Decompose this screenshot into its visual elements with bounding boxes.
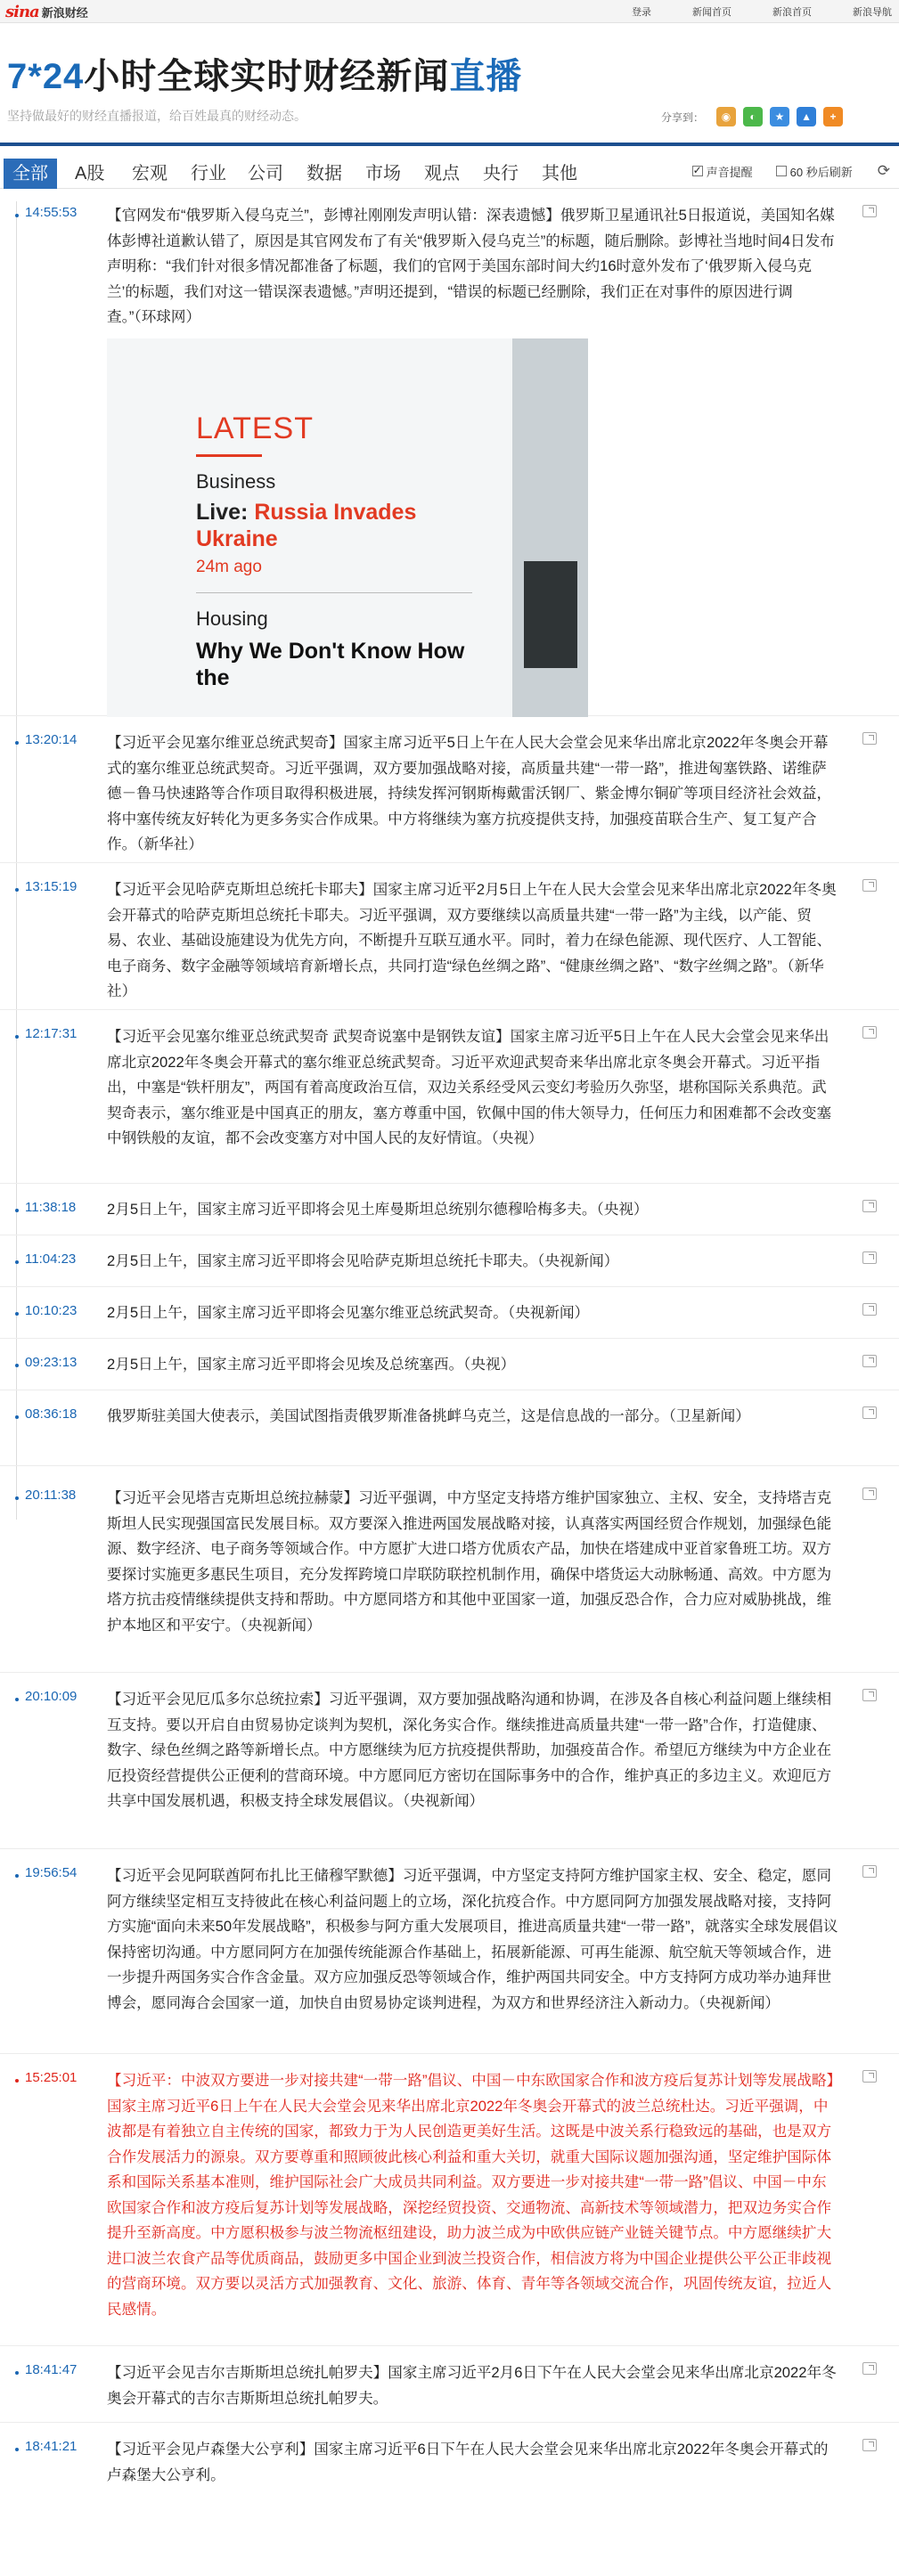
sina-logo-mark: sina	[5, 2, 39, 21]
more-share-icon[interactable]: +	[823, 107, 843, 126]
news-time: 18:41:21	[25, 2439, 78, 2454]
news-time: 11:38:18	[25, 1200, 77, 1215]
sina-home-link[interactable]: 新浪首页	[772, 7, 812, 18]
news-time: 18:41:47	[25, 2362, 78, 2377]
share-item-icon[interactable]	[862, 732, 877, 745]
category-tabs	[0, 143, 899, 189]
share-item-icon[interactable]	[862, 2070, 877, 2083]
title-prefix: 7*24	[7, 57, 85, 96]
tab-a-shares[interactable]: A股	[75, 164, 105, 183]
image-live-prefix: Live:	[196, 500, 249, 525]
news-text: 2月5日上午，国家主席习近平即将会见哈萨克斯坦总统托卡耶夫。（央视新闻）	[107, 1252, 619, 1269]
news-item	[0, 2346, 899, 2423]
auto-refresh-label: 60 秒后刷新	[789, 165, 853, 179]
news-text: 【习近平：中波双方要进一步对接共建“一带一路”倡议、中国－中东欧国家合作和波方疫后复苏计划等发展战略】国家主席习近平6日上午在人民大会堂会见来华出席北京2022年冬奥会开幕式的波兰总统杜达。习近平强调，中波都是有着独立自主传统的国家，都致力于为人民创造更美好生活。这既是中波关系行稳致远的基础，也是双方合作发展活力的源泉。双方要尊重和照顾彼此核心利益和重大关切，就重大国际议题加强沟通，坚定维护国际体系和国际关系基本准则，维护国际社会广大成员共同利益。双方要进一步对接共建“一带一路”倡议、中国－中东欧国家合作和波方疫后复苏计划等发展战略，深挖经贸投资、交通物流、高新技术等领域潜力，把双边务实合作提升至新高度。中方愿积极参与波兰物流枢纽建设，助力波兰成为中欧供应链产业链关键节点。中方愿继续扩大进口波兰农食产品等优质商品，鼓励更多中国企业到波兰投资合作，相信波方将为中国企业提供公平公正非歧视的营商环境。双方要以灵活方式加强教育、文化、旅游、体育、青年等各领域交流合作，巩固传统友谊，拉近人民感情。	[107, 2072, 834, 2318]
news-time: 09:23:13	[25, 1355, 78, 1370]
share-item-icon[interactable]	[862, 1200, 877, 1212]
news-item	[0, 1673, 899, 1849]
news-item	[0, 189, 899, 716]
news-feed	[0, 189, 899, 2494]
image-live-headline	[196, 499, 490, 552]
news-time: 10:10:23	[25, 1303, 78, 1318]
sound-alert-checkbox[interactable]	[692, 166, 703, 176]
news-home-link[interactable]: 新闻首页	[692, 7, 731, 18]
feed-options	[669, 162, 890, 180]
share-item-icon[interactable]	[862, 879, 877, 892]
qzone-share-icon[interactable]: ▲	[797, 107, 816, 126]
timeline-dot	[15, 1035, 19, 1039]
news-item	[0, 863, 899, 1010]
news-text: 【官网发布“俄罗斯入侵乌克兰”，彭博社刚刚发声明认错：深表遗憾】俄罗斯卫星通讯社5日报道说，美国知名媒体彭博社道歉认错了，原因是其官网发布了有关“俄罗斯入侵乌克兰”的标题，随后删除。彭博社当地时间4日发布声明称：“我们针对很多情况都准备了标题，我们的官网于美国东部时间大约16时意外发布了‘俄罗斯入侵乌克兰’的标题，我们对这一错误深表遗憾。”声明还提到，“错误的标题已经删除，我们正在对事件的原因进行调查。”（环球网）	[107, 207, 835, 325]
news-text: 【习近平会见哈萨克斯坦总统托卡耶夫】国家主席习近平2月5日上午在人民大会堂会见来华出席北京2022年冬奥会开幕式的哈萨克斯坦总统托卡耶夫。习近平强调，双方要继续以高质量共建“一带一路”为主线，以产能、贸易、农业、基础设施建设为优先方向，不断提升互联互通水平。同时，着力在绿色能源、现代医疗、人工智能、电子商务、数字金融等领域培育新增长点，共同打造“绿色丝绸之路”、“健康丝绸之路”、“数字丝绸之路”。（新华社）	[107, 881, 837, 999]
image-red-rule	[196, 454, 262, 457]
news-text: 2月5日上午，国家主席习近平即将会见土库曼斯坦总统别尔德穆哈梅多夫。（央视）	[107, 1201, 649, 1218]
share-item-icon[interactable]	[862, 1689, 877, 1701]
share-item-icon[interactable]	[862, 1251, 877, 1264]
news-time: 12:17:31	[25, 1026, 78, 1041]
image-ago-text: 24m ago	[196, 558, 262, 576]
tab-company[interactable]: 公司	[248, 164, 283, 183]
share-item-icon[interactable]	[862, 2439, 877, 2451]
news-time: 13:15:19	[25, 879, 78, 894]
share-bar	[661, 107, 850, 126]
news-item	[0, 1390, 899, 1466]
news-item	[0, 1235, 899, 1287]
news-time: 20:10:09	[25, 1689, 78, 1704]
news-text: 【习近平会见厄瓜多尔总统拉索】习近平强调，双方要加强战略沟通和协调，在涉及各自核心利益问题上继续相互支持。要以开启自由贸易协定谈判为契机，深化务实合作。继续推进高质量共建“一带一路”合作，打造健康、数字、绿色丝绸之路等新增长点。中方愿继续为厄方抗疫提供帮助，加强疫苗合作。希望厄方继续为中方企业在厄投资经营提供公正便利的营商环境。中方愿同厄方密切在国际事务中的合作，维护真正的多边主义。欢迎厄方共享中国发展机遇，积极支持全球发展倡议。（央视新闻）	[107, 1691, 832, 1809]
timeline-dot	[15, 1209, 19, 1212]
news-text: 【习近平会见卢森堡大公亨利】国家主席习近平6日下午在人民大会堂会见来华出席北京2022年冬奥会开幕式的卢森堡大公亨利。	[107, 2441, 829, 2483]
news-time: 13:20:14	[25, 732, 78, 747]
news-item-highlighted	[0, 2054, 899, 2346]
news-time: 11:04:23	[25, 1251, 77, 1267]
sound-alert-label: 声音提醒	[706, 165, 753, 179]
timeline-dot	[15, 888, 19, 892]
news-item	[0, 1184, 899, 1235]
news-item	[0, 716, 899, 863]
image-live-text: Russia Invades Ukraine	[196, 500, 417, 551]
tab-all[interactable]: 全部	[4, 159, 57, 189]
timeline-dot	[15, 1260, 19, 1264]
timeline-dot	[15, 2448, 19, 2451]
news-text: 【习近平会见阿联酋阿布扎比王储穆罕默德】习近平强调，中方坚定支持阿方维护国家主权、安全、稳定，愿同阿方继续坚定相互支持彼此在核心利益问题上的立场，深化抗疫合作。中方愿同阿方加强发展战略对接，支持阿方实施“面向未来50年发展战略”，积极参与阿方重大发展项目，推进高质量共建“一带一路”，就落实全球发展倡议保持密切沟通。中方愿同阿方在加强传统能源合作基础上，拓展新能源、可再生能源、航空航天等领域合作，进一步提升两国务实合作含金量。双方应加强反恐等领域合作，维护两国共同安全。中方支持阿方成功举办迪拜世博会，愿同海合会国家一道，加快自由贸易协定谈判进程，为双方和世界经济注入新动力。（央视新闻）	[107, 1867, 838, 2011]
tab-market[interactable]: 市场	[365, 164, 401, 183]
timeline-dot	[15, 2371, 19, 2375]
title-main: 小时全球实时财经新闻	[84, 57, 450, 96]
share-item-icon[interactable]	[862, 2362, 877, 2375]
tab-macro[interactable]: 宏观	[132, 164, 168, 183]
image-separator	[196, 592, 472, 593]
share-item-icon[interactable]	[862, 1865, 877, 1878]
timeline-dot	[15, 1496, 19, 1500]
news-text: 【习近平会见塔吉克斯坦总统拉赫蒙】习近平强调，中方坚定支持塔方维护国家独立、主权、安全，支持塔吉克斯坦人民实现强国富民发展目标。双方要深入推进两国发展战略对接，认真落实两国经贸合作规划，加强绿色能源、数字经济、电子商务等领域合作。中方愿扩大进口塔方优质农产品，加快在塔建成中亚首家鲁班工坊。双方要探讨实施更多惠民生项目，充分发挥跨境口岸联防联控机制作用，确保中塔货运大动脉畅通、高效。中方愿为塔方抗击疫情继续提供支持和帮助。中方愿同塔方和其他中亚国家一道，加强反恐合作，合力应对威胁挑战，维护本地区和平安宁。（央视新闻）	[107, 1489, 832, 1634]
logo-text: 新浪财经	[41, 5, 88, 20]
image-business-text: Business	[196, 470, 276, 493]
news-text: 2月5日上午，国家主席习近平即将会见埃及总统塞西。（央视）	[107, 1356, 516, 1373]
sina-finance-logo[interactable]	[5, 3, 88, 20]
wechat-share-icon[interactable]: ◐	[743, 107, 763, 126]
news-item	[0, 1287, 899, 1339]
news-text: 2月5日上午，国家主席习近平即将会见塞尔维亚总统武契奇。（央视新闻）	[107, 1304, 590, 1321]
title-suffix: 直播	[449, 57, 523, 96]
timeline-dot	[15, 741, 19, 745]
timeline-dot	[15, 2079, 19, 2083]
timeline-dot	[15, 1364, 19, 1367]
news-time: 20:11:38	[25, 1488, 77, 1503]
sound-alert-option[interactable]	[692, 163, 753, 180]
page-header	[0, 23, 899, 143]
image-dark-object	[524, 561, 577, 668]
weibo-share-icon[interactable]: ◉	[716, 107, 736, 126]
refresh-icon[interactable]: ⟳	[877, 162, 890, 179]
image-why-text: Why We Don't Know How the	[196, 639, 465, 690]
share-item-icon[interactable]	[862, 1488, 877, 1500]
news-item	[0, 1339, 899, 1390]
timeline-dot	[15, 1874, 19, 1878]
news-image[interactable]	[107, 338, 588, 717]
tab-other[interactable]: 其他	[542, 164, 577, 183]
share-item-icon[interactable]	[862, 1026, 877, 1039]
news-text: 【习近平会见塞尔维亚总统武契奇】国家主席习近平5日上午在人民大会堂会见来华出席北京2022年冬奥会开幕式的塞尔维亚总统武契奇。习近平强调，双方要加强战略对接，高质量共建“一带一路”，推进匈塞铁路、诺维萨德－鲁马快速路等合作项目取得积极进展，持续发挥河钢斯梅戴雷沃钢厂、紫金博尔铜矿等项目经济社会效益，将中塞传统友好转化为更多务实合作成果。中方将继续为塞方抗疫提供支持，加强疫苗联合生产、复工复产合作。（新华社）	[107, 734, 832, 852]
tab-industry[interactable]: 行业	[191, 164, 226, 183]
page-title	[7, 48, 522, 99]
auto-refresh-checkbox[interactable]	[776, 166, 787, 176]
tab-central-bank[interactable]: 央行	[483, 164, 519, 183]
timeline-dot	[15, 1312, 19, 1316]
page-subtitle: 坚持做最好的财经直播报道，给百姓最真的财经动态。	[7, 109, 306, 123]
news-text: 【习近平会见吉尔吉斯斯坦总统扎帕罗夫】国家主席习近平2月6日下午在人民大会堂会见来华出席北京2022年冬奥会开幕式的吉尔吉斯斯坦总统扎帕罗夫。	[107, 2364, 837, 2407]
news-text: 【习近平会见塞尔维亚总统武契奇 武契奇说塞中是钢铁友谊】国家主席习近平5日上午在人民大会堂会见来华出席北京2022年冬奥会开幕式的塞尔维亚总统武契奇。习近平欢迎武契奇来华出席北京冬奥会开幕式。习近平指出，中塞是“铁杆朋友”，两国有着高度政治互信，双边关系经受风云变幻考验历久弥坚，堪称国际关系典范。武契奇表示，塞尔维亚是中国真正的朋友，塞方尊重中国，钦佩中国的伟大领导力，任何压力和困难都不会改变塞中钢铁般的友谊，都不会改变塞方对中国人民的友好情谊。（央视）	[107, 1028, 832, 1146]
news-text: 俄罗斯驻美国大使表示，美国试图指责俄罗斯准备挑衅乌克兰，这是信息战的一部分。（卫星新闻）	[107, 1407, 750, 1424]
image-latest-text: LATEST	[196, 412, 314, 445]
share-item-icon[interactable]	[862, 205, 877, 217]
tab-data[interactable]: 数据	[306, 164, 342, 183]
news-time: 08:36:18	[25, 1406, 78, 1422]
sina-nav-link[interactable]: 新浪导航	[853, 7, 892, 18]
share-item-icon[interactable]	[862, 1406, 877, 1419]
share-item-icon[interactable]	[862, 1355, 877, 1367]
news-item	[0, 1010, 899, 1184]
top-nav-bar	[0, 0, 899, 23]
auto-refresh-option[interactable]	[776, 163, 853, 180]
tab-opinion[interactable]: 观点	[424, 164, 460, 183]
login-link[interactable]: 登录	[632, 7, 651, 18]
news-time: 19:56:54	[25, 1865, 78, 1880]
top-links	[591, 0, 892, 23]
timeline-dot	[15, 214, 19, 217]
share-label: 分享到：	[661, 110, 705, 124]
news-item	[0, 1849, 899, 2054]
timeline-dot	[15, 1698, 19, 1701]
image-housing-text: Housing	[196, 607, 268, 630]
news-item	[0, 2423, 899, 2494]
share-item-icon[interactable]	[862, 1303, 877, 1316]
news-time: 14:55:53	[25, 205, 78, 220]
news-item	[0, 1466, 899, 1673]
qq-share-icon[interactable]: ★	[770, 107, 789, 126]
news-time: 15:25:01	[25, 2070, 78, 2085]
timeline-dot	[15, 1415, 19, 1419]
